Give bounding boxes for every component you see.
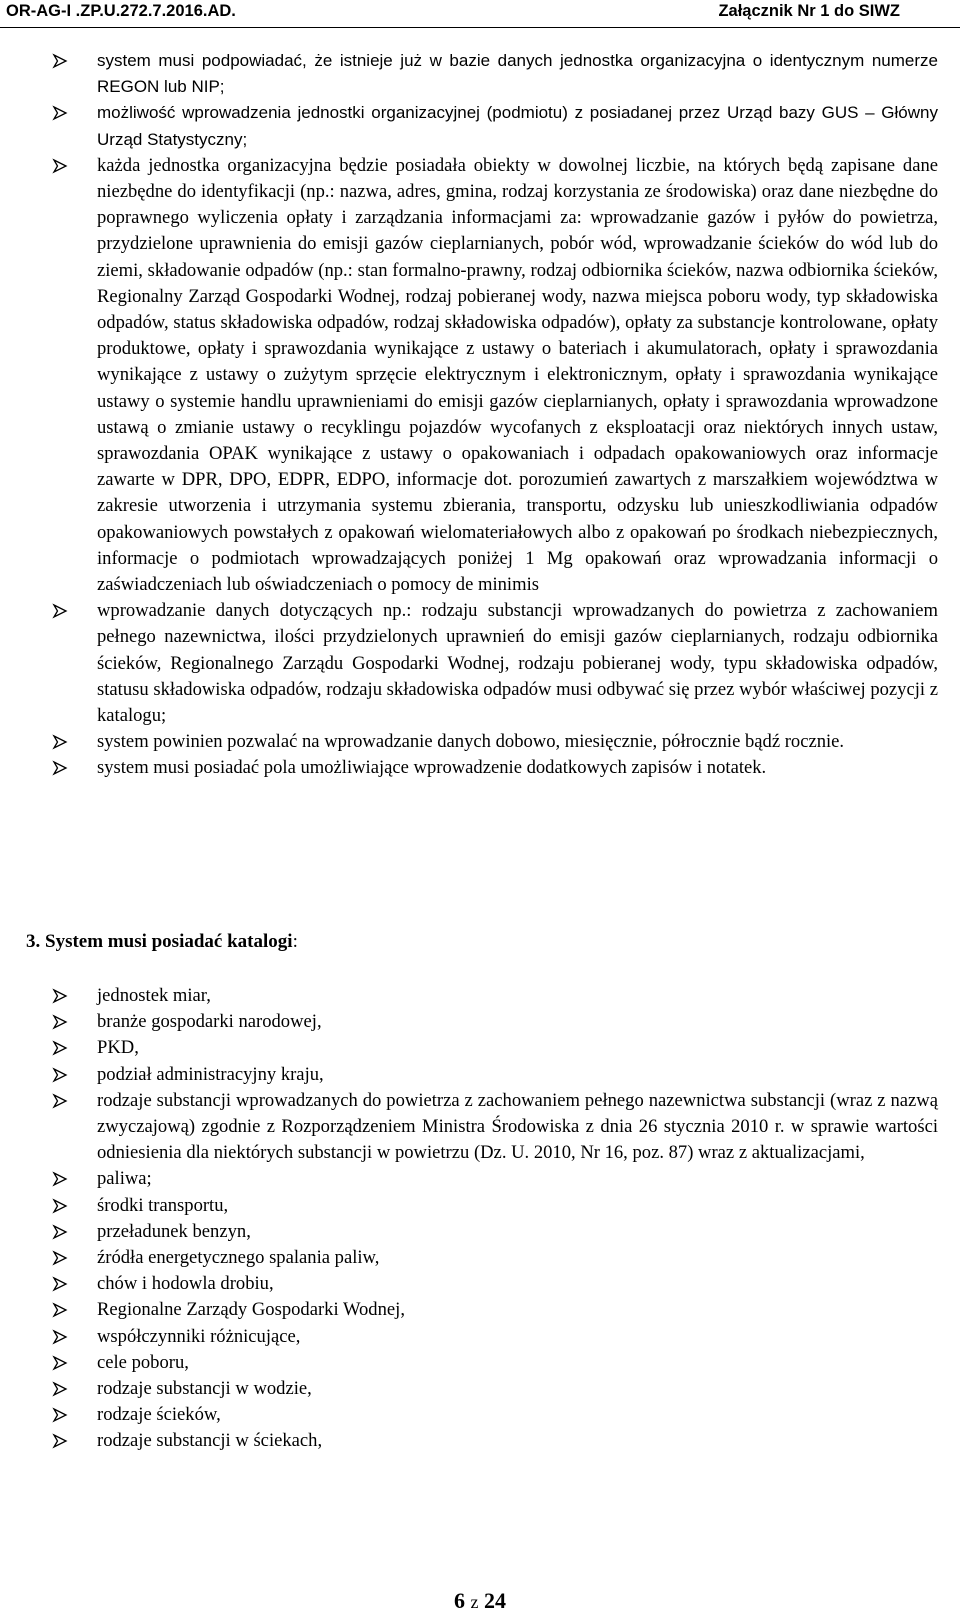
section-heading xyxy=(26,931,298,953)
arrow-bullet-icon xyxy=(52,1381,68,1397)
arrow-bullet-icon xyxy=(52,1093,68,1109)
list-item xyxy=(0,1402,960,1428)
list-item-text: paliwa; xyxy=(97,1168,152,1190)
list-item xyxy=(0,1297,960,1323)
arrow-bullet-icon xyxy=(52,53,68,69)
page-header xyxy=(0,0,960,28)
list-item-text: chów i hodowla drobiu, xyxy=(97,1273,274,1295)
list-item-text: rodzaje substancji wprowadzanych do powietrza z zachowaniem pełnego nazewnictwa substancji (wraz z nazwą zwyczajową) zgodnie z Rozporządzeniem Ministra Środowiska z dnia 26 stycznia 2010 r. w sprawie wartości odniesienia dla niektórych substancji w powietrzu (Dz. U. 2010, Nr 16, poz. 87) wraz z aktualizacjami, xyxy=(97,1089,938,1164)
arrow-bullet-icon xyxy=(52,1171,68,1187)
list-item-text: wprowadzanie danych dotyczących np.: rodzaju substancji wprowadzanych do powietrza z zachowaniem pełnego nazewnictwa, ilości przydzielonych uprawnień do emisji gazów cieplarnianych, rodzaju odbiornika ścieków, Regionalnego Zarządu Gospodarki Wodnej, rodzaju pobieranej wody, typu składowiska odpadów, statusu składowiska odpadów, rodzaju składowiska odpadów musi odbywać się przez wybór właściwej pozycji z katalogu; xyxy=(97,600,938,727)
list-item-text: środki transportu, xyxy=(97,1194,229,1216)
arrow-bullet-icon xyxy=(52,1014,68,1030)
arrow-bullet-icon xyxy=(52,1040,68,1056)
list-item-text: rodzaje ścieków, xyxy=(97,1404,221,1426)
requirements-list xyxy=(0,48,960,782)
arrow-bullet-icon xyxy=(52,1067,68,1083)
list-item-text: rodzaje substancji w ściekach, xyxy=(97,1430,323,1452)
list-item xyxy=(0,1271,960,1297)
list-item xyxy=(0,729,960,755)
page-separator: z xyxy=(470,1592,479,1612)
arrow-bullet-icon xyxy=(52,1224,68,1240)
arrow-bullet-icon xyxy=(52,1276,68,1292)
arrow-bullet-icon xyxy=(52,1302,68,1318)
list-item xyxy=(0,1324,960,1350)
list-item-text: PKD, xyxy=(97,1037,139,1059)
list-item xyxy=(0,755,960,781)
list-item xyxy=(0,598,960,729)
arrow-bullet-icon xyxy=(52,1433,68,1449)
list-item xyxy=(0,48,960,100)
list-item-text: podział administracyjny kraju, xyxy=(97,1063,324,1085)
arrow-bullet-icon xyxy=(52,988,68,1004)
attachment-label: Załącznik Nr 1 do SIWZ xyxy=(718,2,900,20)
list-item xyxy=(0,1088,960,1167)
list-item-text: system musi posiadać pola umożliwiające wprowadzenie dodatkowych zapisów i notatek. xyxy=(97,757,767,779)
list-item-text: współczynniki różnicujące, xyxy=(97,1325,301,1347)
list-item xyxy=(0,1428,960,1454)
arrow-bullet-icon xyxy=(52,1198,68,1214)
list-item xyxy=(0,1219,960,1245)
list-item-text: przeładunek benzyn, xyxy=(97,1220,251,1242)
list-item-text: system musi podpowiadać, że istnieje już w bazie danych jednostka organizacyjna o identycznym numerze REGON lub NIP; xyxy=(97,51,938,97)
list-item-text: rodzaje substancji w wodzie, xyxy=(97,1378,312,1400)
section-heading-text: 3. System musi posiadać katalogi xyxy=(26,931,293,952)
list-item xyxy=(0,1350,960,1376)
list-item xyxy=(0,1166,960,1192)
arrow-bullet-icon xyxy=(52,734,68,750)
list-item xyxy=(0,983,960,1009)
total-pages: 24 xyxy=(484,1588,506,1613)
list-item-text: system powinien pozwalać na wprowadzanie danych dobowo, miesięcznie, półrocznie bądź rocznie. xyxy=(97,731,845,753)
list-item xyxy=(0,1193,960,1219)
arrow-bullet-icon xyxy=(52,158,68,174)
list-item xyxy=(0,1376,960,1402)
arrow-bullet-icon xyxy=(52,1407,68,1423)
arrow-bullet-icon xyxy=(52,105,68,121)
current-page: 6 xyxy=(454,1588,465,1613)
list-item-text: źródła energetycznego spalania paliw, xyxy=(97,1247,380,1269)
arrow-bullet-icon xyxy=(52,760,68,776)
list-item xyxy=(0,153,960,598)
list-item-text: cele poboru, xyxy=(97,1351,189,1373)
list-item xyxy=(0,1062,960,1088)
list-item xyxy=(0,1035,960,1061)
arrow-bullet-icon xyxy=(52,603,68,619)
list-item xyxy=(0,100,960,152)
section-heading-colon: : xyxy=(292,931,298,952)
list-item xyxy=(0,1245,960,1271)
arrow-bullet-icon xyxy=(52,1355,68,1371)
catalog-list xyxy=(0,983,960,1455)
list-item xyxy=(0,1009,960,1035)
list-item-text: branże gospodarki narodowej, xyxy=(97,1011,322,1033)
list-item-text: Regionalne Zarządy Gospodarki Wodnej, xyxy=(97,1299,405,1321)
arrow-bullet-icon xyxy=(52,1329,68,1345)
page-number xyxy=(0,1588,960,1614)
list-item-text: jednostek miar, xyxy=(97,985,211,1006)
list-item-text: każda jednostka organizacyjna będzie posiadała obiekty w dowolnej liczbie, na których będą zapisane dane niezbędne do identyfikacji (np.: nazwa, adres, gmina, rodzaj korzystania ze środowiska) oraz dane niezbędne do poprawnego wyliczenia opłaty i zarządzania informacjami za: wprowadzanie gazów i pyłów do powietrza, przydzielone uprawnienia do emisji gazów cieplarnianych, pobór wód, wprowadzanie ścieków do wód lub do ziemi, składowanie odpadów (np.: stan formalno-prawny, rodzaj odbiornika ścieków, nazwa odbiornika ścieków, Regionalny Zarząd Gospodarki Wodnej, rodzaj pobieranej wody, nazwa miejsca poboru wody, typ składowiska odpadów, status składowiska odpadów, rodzaj składowiska odpadów), opłaty za substancje kontrolowane, opłaty produktowe, opłaty i sprawozdania wynikające z ustawy o bateriach i akumulatorach, opłaty i sprawozdania wynikające z ustawy o zużytym sprzęcie elektrycznym i elektronicznym, opłaty i sprawozdania wynikające ustawy o systemie handlu uprawnieniami do emisji gazów cieplarnianych, opłaty i sprawozdania wprowadzone ustawą o zmianie ustawy o recyklingu pojazdów wycofanych z eksploatacji oraz niektórych innych ustaw, sprawozdania OPAK wynikające z ustawy o opakowaniach i odpadach opakowaniowych oraz informacje zawarte w DPR, DPO, EDPR, EDPO, informacje dot. porozumień zawartych z marszałkiem województwa w zakresie utworzenia i utrzymania systemu zbierania, transportu, odzysku lub unieszkodliwiania odpadów opakowaniowych powstałych z opakowań wielomateriałowych albo z opakowań po środkach niebezpiecznych, informacje o podmiotach wprowadzających poniżej 1 Mg opakowań oraz wprowadzania informacji o zaświadczeniach lub oświadczeniach o pomocy de minimis xyxy=(97,154,938,596)
document-reference: OR-AG-I .ZP.U.272.7.2016.AD. xyxy=(6,2,236,20)
list-item-text: możliwość wprowadzenia jednostki organizacyjnej (podmiotu) z posiadanej przez Urząd bazy GUS – Główny Urząd Statystyczny; xyxy=(97,103,938,149)
arrow-bullet-icon xyxy=(52,1250,68,1266)
